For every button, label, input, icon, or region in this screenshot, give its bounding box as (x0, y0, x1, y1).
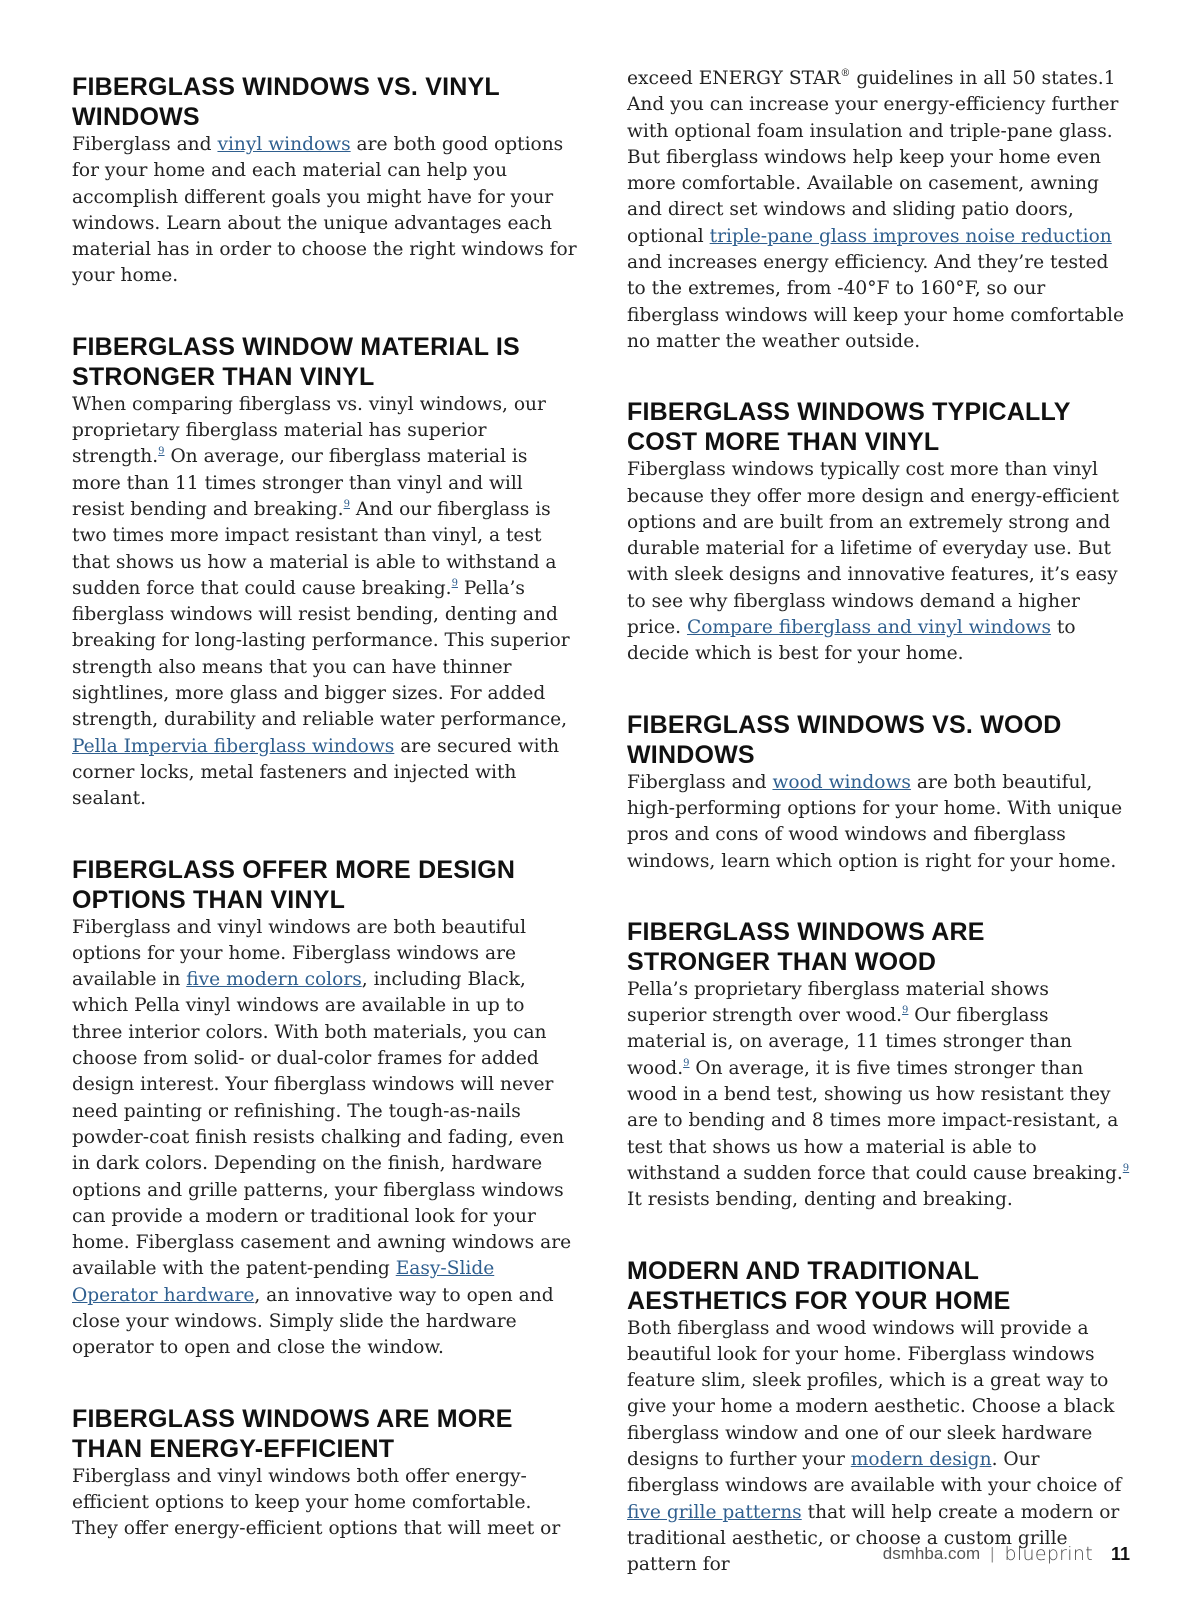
footnote-ref[interactable]: 9 (158, 446, 165, 458)
section-body (72, 1464, 577, 1543)
body-text: It resists bending, denting and breaking. (627, 1189, 1013, 1211)
compare-fiberglass-vinyl-link[interactable]: Compare fiberglass and vinyl windows (686, 617, 1052, 639)
footnote-ref[interactable]: 9 (683, 1057, 690, 1069)
footnote-ref[interactable]: 9 (1122, 1162, 1130, 1174)
body-text: Fiberglass windows typically cost more than vinyl because they offer more design and energy-efficient options and are built from an extremely strong and durable material for a lifetime of everyday use. But with sleek designs and innovative features, it’s easy to see why fiberglass windows demand a higher price. (627, 459, 1120, 639)
body-text: that will help create a modern or traditional aesthetic, or choose a custom grille pattern for (627, 1501, 1120, 1576)
section-heading: FIBERGLASS OFFER MORE DESIGN OPTIONS THAN VINYL (72, 855, 516, 914)
body-text: And our fiberglass is two times more impact resistant than vinyl, a test that shows us how a material is able to withstand a sudden force that could cause breaking. (72, 498, 557, 599)
body-text: are secured with corner locks, metal fasteners and injected with sealant. (72, 735, 560, 810)
vinyl-windows-link[interactable]: vinyl windows (217, 134, 351, 155)
section-design-options (72, 855, 577, 1362)
section-heading: FIBERGLASS WINDOWS VS. WOOD WINDOWS (627, 710, 1062, 769)
body-text: Pella’s proprietary fiberglass material shows superior strength over wood. (627, 978, 1049, 1027)
body-text: and increases energy efficiency. And they’re tested to the extremes, from -40°F to 160°F, so our fiberglass windows will keep your home comfortable no matter the weather outside. (627, 252, 1124, 352)
section-body (627, 977, 1132, 1214)
section-body (72, 132, 577, 290)
section-body (627, 457, 1132, 667)
body-text: exceed ENERGY STAR (627, 68, 841, 89)
footer-site[interactable]: dsmhba.com (882, 1544, 981, 1563)
section-body (72, 392, 577, 813)
page-footer (883, 1543, 1130, 1565)
body-text: . Our fiberglass windows are available with your choice of (627, 1448, 1122, 1497)
body-text: , including Black, which Pella vinyl windows are available in up to three interior colors. With both materials, you can choose from solid- or dual-color frames for added design interest. Your fiberglass windows will never need painting or refinishing. The tough-as-nails powder-coat finish resists chalking and fading, even in dark colors. Depending on the finish, hardware options and grille patterns, your fiberglass windows can provide a modern or traditional look for your home. Fiberglass casement and awning windows are available with the patent-pending (72, 969, 572, 1280)
body-text: Fiberglass and vinyl windows are both beautiful options for your home. Fiberglass windows are available in (72, 916, 527, 991)
section-heading: FIBERGLASS WINDOWS VS. VINYL WINDOWS (72, 73, 500, 131)
body-text: to decide which is best for your home. (627, 617, 1076, 665)
easy-slide-operator-link[interactable]: Easy-Slide Operator hardware (72, 1258, 495, 1306)
body-text: Fiberglass and (627, 771, 773, 793)
section-energy-efficient (72, 1404, 577, 1543)
body-text: When comparing fiberglass vs. vinyl windows, our proprietary fiberglass material has superior strength. (72, 393, 546, 468)
section-stronger-than-wood (627, 917, 1132, 1214)
body-text: guidelines in all 50 states.1 And you can increase your energy-efficiency further with optional foam insulation and triple-pane glass. But fiberglass windows help keep your home even more comfortable. Available on casement, awning and direct set windows and sliding patio doors, optional (627, 68, 1119, 247)
section-body (627, 66, 1132, 355)
section-heading: MODERN AND TRADITIONAL AESTHETICS FOR YOUR HOME (627, 1256, 1011, 1315)
body-text: , an innovative way to open and close your windows. Simply slide the hardware operator to open and close the window. (72, 1284, 554, 1359)
section-fiberglass-vs-vinyl (72, 72, 577, 290)
pella-impervia-link[interactable]: Pella Impervia fiberglass windows (72, 735, 395, 757)
body-text: On average, it is five times stronger than wood in a bend test, showing us how resistant they are to bending and 8 times more impact-resistant, a test that shows us how a material is able to withstand a sudden force that could cause breaking. (627, 1057, 1123, 1184)
body-text: are both beautiful, high-performing options for your home. With unique pros and cons of wood windows and fiberglass windows, learn which option is right for your home. (627, 771, 1123, 872)
body-text: Our fiberglass material is, on average, 11 times stronger than wood. (627, 1005, 1073, 1079)
section-body (627, 770, 1132, 875)
right-column (627, 66, 1132, 1620)
wood-windows-link[interactable]: wood windows (772, 771, 911, 793)
section-body (627, 1316, 1132, 1579)
triple-pane-glass-link[interactable]: triple-pane glass improves noise reduction (709, 225, 1112, 247)
modern-design-link[interactable]: modern design (850, 1448, 992, 1470)
section-heading: FIBERGLASS WINDOWS ARE STRONGER THAN WOOD (627, 917, 985, 976)
section-heading: FIBERGLASS WINDOW MATERIAL IS STRONGER THAN VINYL (72, 332, 520, 391)
left-column (72, 72, 577, 1584)
section-stronger-than-vinyl (72, 332, 577, 813)
body-text: Fiberglass and vinyl windows both offer energy-efficient options to keep your home comfortable. They offer energy-efficient options that will meet or (72, 1465, 561, 1540)
section-energy-continued (627, 66, 1132, 355)
five-modern-colors-link[interactable]: five modern colors (186, 969, 362, 991)
five-grille-patterns-link[interactable]: five grille patterns (627, 1501, 802, 1523)
body-text: On average, our fiberglass material is more than 11 times stronger than vinyl and will resist bending and breaking. (72, 446, 528, 520)
footnote-ref[interactable]: 9 (902, 1005, 909, 1017)
section-cost (627, 397, 1132, 667)
section-fiberglass-vs-wood (627, 710, 1132, 875)
blueprint-logo: blueprint (1004, 1543, 1093, 1565)
registered-mark: ® (840, 68, 851, 79)
section-heading: FIBERGLASS WINDOWS TYPICALLY COST MORE THAN VINYL (627, 398, 1071, 457)
section-aesthetics (627, 1256, 1132, 1579)
footnote-ref[interactable]: 9 (343, 498, 350, 510)
footer-separator: | (990, 1544, 995, 1563)
body-text: Fiberglass and (72, 134, 218, 155)
page-number: 11 (1110, 1543, 1130, 1564)
section-body (72, 915, 577, 1362)
footnote-ref[interactable]: 9 (451, 577, 458, 589)
body-text: are both good options for your home and each material can help you accomplish different goals you might have for your windows. Learn about the unique advantages each material has in order to choose the right windows for your home. (72, 134, 577, 287)
section-heading: FIBERGLASS WINDOWS ARE MORE THAN ENERGY-EFFICIENT (72, 1404, 513, 1463)
body-text: Pella’s fiberglass windows will resist bending, denting and breaking for long-lasting performance. This superior strength also means that you can have thinner sightlines, more glass and bigger sizes. For added strength, durability and reliable water performance, (72, 577, 570, 731)
body-text: Both fiberglass and wood windows will provide a beautiful look for your home. Fiberglass windows feature slim, sleek profiles, which is a great way to give your home a modern aesthetic. Choose a black fiberglass window and one of our sleek hardware designs to further your (627, 1317, 1115, 1470)
